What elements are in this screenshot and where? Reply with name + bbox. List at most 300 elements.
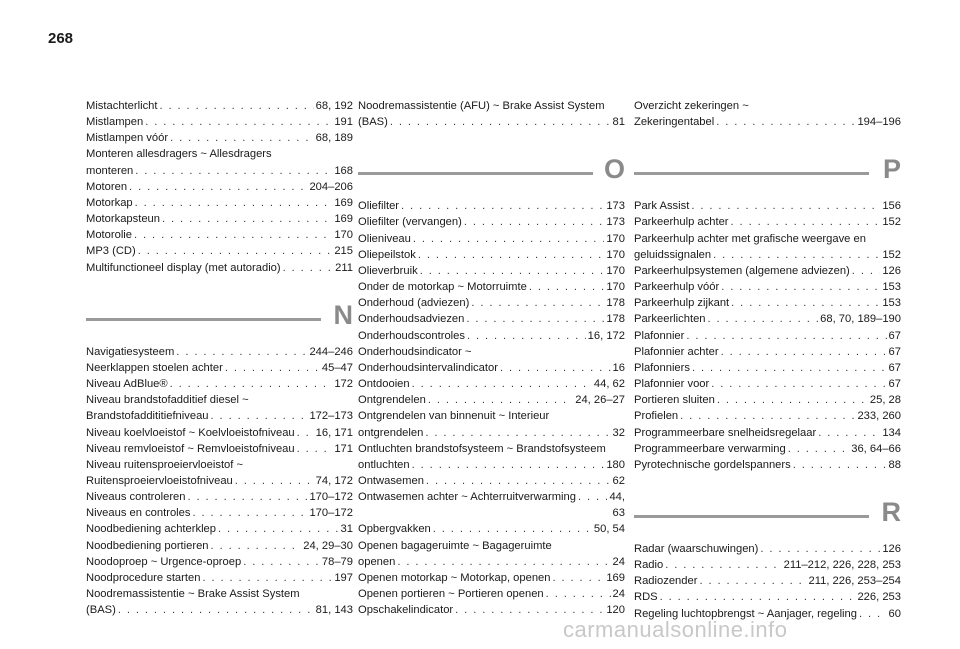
entry-page-ref: 180 <box>606 458 625 471</box>
index-entry <box>86 457 353 489</box>
index-entry <box>358 376 625 392</box>
index-entry <box>86 114 353 130</box>
entry-page-ref: 120 <box>606 604 625 617</box>
entry-term: Monteren allesdragers ~ Allesdragers <box>86 148 272 161</box>
entry-term: Ontwasemen <box>358 474 424 487</box>
entry-term: Parkeerhulp achter <box>634 216 729 229</box>
entry-page-ref: 233, 260 <box>857 410 901 423</box>
entry-term: Pyrotechnische gordelspanners <box>634 458 791 471</box>
entry-page-ref: 16, 172 <box>587 329 625 342</box>
entry-term: ontluchten <box>358 458 410 471</box>
entry-term: Plafonniers <box>634 361 690 374</box>
entry-line <box>86 408 353 424</box>
entry-line <box>358 279 625 295</box>
dot-leader <box>235 473 314 489</box>
dot-leader <box>170 130 314 146</box>
entry-term: Brandstofaddititiefniveau <box>86 410 209 423</box>
entry-line <box>358 473 625 489</box>
section-letter: N <box>333 299 353 330</box>
index-entry <box>634 425 901 441</box>
index-entry <box>634 328 901 344</box>
dot-leader <box>135 163 332 179</box>
entry-page-ref: 24, 26–27 <box>575 394 625 407</box>
entry-line <box>634 295 901 311</box>
dot-leader <box>665 557 781 573</box>
entry-term: Noodremassistentie (AFU) ~ Brake Assist System <box>358 100 605 112</box>
entry-page-ref: 81, 143 <box>315 604 353 617</box>
entry-term: Onderhoud (adviezen) <box>358 297 470 310</box>
dot-leader <box>500 360 611 376</box>
index-entry <box>358 231 625 247</box>
entry-page-ref: 24 <box>612 588 625 601</box>
entry-term: Olieverbruik <box>358 264 418 277</box>
index-entry <box>86 538 353 554</box>
entry-term: Motorkapsteun <box>86 213 161 226</box>
entry-term: Openen motorkap ~ Motorkap, openen <box>358 571 551 584</box>
entry-page-ref: 169 <box>606 571 625 584</box>
entry-term: (BAS) <box>86 604 116 617</box>
index-entry <box>634 295 901 311</box>
entry-line <box>358 602 625 618</box>
entry-term: Park Assist <box>634 200 690 213</box>
entry-line <box>634 408 901 424</box>
index-entry <box>634 392 901 408</box>
dot-leader <box>129 179 307 195</box>
entry-page-ref: 44, <box>609 491 625 504</box>
entry-page-ref: 152 <box>882 216 901 229</box>
entry-page-ref: 16, 171 <box>315 426 353 439</box>
entry-page-ref: 25, 28 <box>869 394 901 407</box>
dot-leader <box>412 457 605 473</box>
dot-leader <box>713 247 880 263</box>
entry-line <box>86 98 353 114</box>
entry-term: Niveau remvloeistof ~ Remvloeistofniveau <box>86 442 295 455</box>
entry-term: Radiozender <box>634 575 698 588</box>
entry-line <box>358 570 625 586</box>
entry-line <box>86 360 353 376</box>
entry-term: Noodbediening portieren <box>86 539 209 552</box>
entry-line <box>634 441 901 457</box>
index-entry <box>358 98 625 130</box>
entry-term: Onderhoudscontroles <box>358 329 465 342</box>
index-entry <box>86 521 353 537</box>
entry-term: Noodoproep ~ Urgence-oproep <box>86 555 242 568</box>
entry-line <box>634 198 901 214</box>
dot-leader <box>680 408 855 424</box>
dot-leader <box>413 231 604 247</box>
entry-line <box>86 505 353 521</box>
entry-term: Ontgrendelen <box>358 394 426 407</box>
entry-line <box>634 589 901 605</box>
entry-page-ref: 170 <box>606 232 625 245</box>
index-entry <box>358 279 625 295</box>
entry-term: Olieniveau <box>358 232 411 245</box>
entry-term: Programmeerbare snelheidsregelaar <box>634 426 817 439</box>
dot-leader <box>464 214 604 230</box>
index-entry <box>358 521 625 537</box>
entry-line <box>634 263 901 279</box>
entry-page-ref: 171 <box>334 442 353 455</box>
index-entry <box>358 602 625 618</box>
dot-leader <box>135 195 333 211</box>
entry-line <box>634 573 901 589</box>
dot-leader <box>859 606 887 622</box>
entry-term: Onderhoudsintervalindicator <box>358 361 498 374</box>
index-column-3 <box>634 98 901 622</box>
dot-leader <box>145 114 332 130</box>
entry-page-ref: 191 <box>334 116 353 129</box>
entry-line <box>634 114 901 130</box>
entry-line <box>86 473 353 489</box>
entry-page-ref: 168 <box>334 164 353 177</box>
entry-page-ref: 172 <box>334 378 353 391</box>
entry-term: Niveaus en controles <box>86 507 191 520</box>
entry-page-ref: 170 <box>606 264 625 277</box>
index-entry <box>86 425 353 441</box>
index-entry <box>358 489 625 521</box>
index-entry <box>634 541 901 557</box>
entry-page-ref: 211–212, 226, 228, 253 <box>783 559 901 572</box>
entry-line <box>86 554 353 570</box>
section-letter: R <box>881 496 901 527</box>
dot-leader <box>529 279 605 295</box>
watermark: carmanualsonline.info <box>563 617 788 642</box>
entry-term: Oliepeilstok <box>358 248 416 261</box>
entry-term: Zekeringentabel <box>634 116 715 129</box>
entry-page-ref: 126 <box>882 542 901 555</box>
section-header-p <box>634 156 901 186</box>
dot-leader <box>686 328 886 344</box>
dot-leader <box>760 541 880 557</box>
section-header-n <box>86 299 353 332</box>
entry-term: Niveaus controleren <box>86 491 186 504</box>
section-rule <box>634 515 869 518</box>
dot-leader <box>218 521 339 537</box>
entry-line <box>86 521 353 537</box>
dot-leader <box>692 360 887 376</box>
entry-line <box>358 214 625 230</box>
entry-line <box>358 521 625 537</box>
entry-page-ref: 170 <box>334 229 353 242</box>
dot-leader <box>297 425 314 441</box>
entry-term: Niveau koelvloeistof ~ Koelvloeistofniveau <box>86 426 295 439</box>
dot-leader <box>721 344 887 360</box>
index-entry <box>358 408 625 440</box>
index-entry <box>86 243 353 259</box>
entry-term: Radar (waarschuwingen) <box>634 542 759 555</box>
entry-page-ref-continued: 63 <box>612 507 625 520</box>
dot-leader <box>793 457 887 473</box>
dot-leader <box>397 554 610 570</box>
section-letter: P <box>882 154 901 185</box>
entry-line <box>86 538 353 554</box>
entry-term: Neerklappen stoelen achter <box>86 361 223 374</box>
entry-line <box>358 425 625 441</box>
entry-term: Profielen <box>634 410 679 423</box>
entry-line <box>86 425 353 441</box>
index-entry <box>86 505 353 521</box>
entry-term: openen <box>358 555 396 568</box>
dot-leader <box>418 247 605 263</box>
entry-term: geluidssignalen <box>634 248 712 261</box>
entry-page-ref: 170 <box>606 248 625 261</box>
index-entry <box>358 392 625 408</box>
entry-line <box>358 392 625 408</box>
entry-term: Onderhoudsindicator ~ <box>358 345 472 358</box>
entry-term: monteren <box>86 164 134 177</box>
dot-leader <box>297 441 333 457</box>
entry-term: Mistlampen <box>86 116 144 129</box>
entry-term: RDS <box>634 591 658 604</box>
entry-line <box>86 489 353 505</box>
entry-page-ref: 60 <box>888 607 901 620</box>
entry-page-ref: 211 <box>335 261 353 274</box>
entry-line <box>86 570 353 586</box>
dot-leader <box>660 589 856 605</box>
entry-term: Niveau AdBlue® <box>86 378 168 391</box>
index-entry <box>86 179 353 195</box>
entry-page-ref: 172–173 <box>309 410 353 423</box>
entry-page-ref: 153 <box>882 281 901 294</box>
dot-leader <box>691 198 880 214</box>
index-entry <box>634 214 901 230</box>
index-entry <box>634 360 901 376</box>
entry-line <box>634 344 901 360</box>
entry-term: Plafonnier <box>634 329 685 342</box>
entry-term: Onderhoudsadviezen <box>358 313 465 326</box>
index-column-2 <box>358 98 625 618</box>
entry-term: Ruitensproeiervloeistofniveau <box>86 474 233 487</box>
entry-line <box>358 328 625 344</box>
entry-page-ref: 36, 64–66 <box>851 442 901 455</box>
entry-line <box>86 163 353 179</box>
dot-leader <box>717 392 868 408</box>
index-entry <box>86 260 353 276</box>
dot-leader <box>721 279 880 295</box>
entry-line <box>634 360 901 376</box>
entry-line <box>358 114 625 130</box>
section-header-o <box>358 156 625 186</box>
entry-term: Ontwasemen achter ~ Achterruitverwarming <box>358 491 576 504</box>
entry-line <box>358 263 625 279</box>
entry-page-ref: 67 <box>888 345 901 358</box>
entry-term: Onder de motorkap ~ Motorruimte <box>358 281 527 294</box>
entry-line <box>634 328 901 344</box>
entry-term: Portieren sluiten <box>634 394 715 407</box>
index-entry <box>86 195 353 211</box>
entry-line <box>634 541 901 557</box>
dot-leader <box>412 376 592 392</box>
dot-leader <box>467 328 586 344</box>
entry-page-ref: 88 <box>888 458 901 471</box>
index-entry <box>358 263 625 279</box>
section-letter: O <box>603 154 625 185</box>
entry-term: Mistachterlicht <box>86 100 158 112</box>
entry-term: Ontdooien <box>358 378 410 391</box>
dot-leader <box>455 602 604 618</box>
entry-term: Opschakelindicator <box>358 604 454 617</box>
entry-term: Overzicht zekeringen ~ <box>634 100 749 112</box>
entry-page-ref: 45–47 <box>321 361 353 374</box>
entry-page-ref: 169 <box>334 213 353 226</box>
index-entry <box>86 344 353 360</box>
entry-page-ref: 67 <box>888 378 901 391</box>
dot-leader <box>711 376 886 392</box>
dot-leader <box>546 586 611 602</box>
entry-line <box>634 392 901 408</box>
dot-leader <box>211 408 308 424</box>
section-rule <box>634 172 869 175</box>
entry-term: Motorkap <box>86 196 133 209</box>
index-column-1 <box>86 98 353 618</box>
entry-page-ref: 153 <box>882 297 901 310</box>
entry-term: Noodbediening achterklep <box>86 523 216 536</box>
dot-leader <box>471 295 604 311</box>
entry-line <box>634 457 901 473</box>
entry-page-ref: 67 <box>888 361 901 374</box>
dot-leader <box>852 263 881 279</box>
entry-page-ref: 134 <box>882 426 901 439</box>
index-entry <box>86 98 353 114</box>
index-entry <box>634 344 901 360</box>
entry-term: Motorolie <box>86 229 133 242</box>
index-entry <box>358 473 625 489</box>
entry-line <box>358 586 625 602</box>
index-entry <box>358 247 625 263</box>
dot-leader <box>283 260 334 276</box>
entry-page-ref: 226, 253 <box>857 591 901 604</box>
dot-leader <box>731 214 881 230</box>
entry-line <box>86 227 353 243</box>
entry-term: Openen bagageruimte ~ Bagageruimte <box>358 539 552 552</box>
entry-term: Oliefilter (vervangen) <box>358 216 462 229</box>
entry-line <box>358 198 625 214</box>
entry-page-ref: 126 <box>882 264 901 277</box>
entry-line <box>634 376 901 392</box>
index-entry <box>634 589 901 605</box>
index-entry <box>86 146 353 178</box>
entry-term: Ontgrendelen van binnenuit ~ Interieur <box>358 410 550 423</box>
index-entry <box>86 586 353 618</box>
index-entry <box>358 344 625 376</box>
entry-line <box>86 211 353 227</box>
dot-leader <box>390 114 611 130</box>
index-entry <box>634 263 901 279</box>
entry-term: MP3 (CD) <box>86 245 136 258</box>
entry-page-ref: 194–196 <box>857 116 901 129</box>
entry-page-ref: 44, 62 <box>593 378 625 391</box>
index-entry <box>634 408 901 424</box>
index-entry <box>634 279 901 295</box>
index-entry <box>634 557 901 573</box>
entry-term: Parkeerlichten <box>634 313 706 326</box>
index-entry <box>358 214 625 230</box>
entry-page-ref: 178 <box>606 297 625 310</box>
entry-page-ref: 16 <box>612 361 625 374</box>
entry-term: Radio <box>634 559 664 572</box>
dot-leader <box>433 521 592 537</box>
dot-leader <box>202 570 332 586</box>
entry-line <box>634 279 901 295</box>
entry-term: Openen portieren ~ Portieren openen <box>358 588 544 601</box>
entry-line <box>358 295 625 311</box>
index-entry <box>358 328 625 344</box>
index-entry <box>86 441 353 457</box>
dot-leader <box>716 114 855 130</box>
entry-line <box>86 179 353 195</box>
entry-page-ref: 24, 29–30 <box>303 539 353 552</box>
dot-leader <box>160 98 314 114</box>
index-entry <box>358 311 625 327</box>
dot-leader <box>138 243 333 259</box>
entry-term: Plafonnier voor <box>634 378 710 391</box>
dot-leader <box>134 227 332 243</box>
dot-leader <box>401 198 604 214</box>
entry-term: Mistlampen vóór <box>86 132 169 145</box>
entry-term: Ontluchten brandstofsysteem ~ Brandstofsysteem <box>358 442 606 455</box>
entry-line <box>86 344 353 360</box>
dot-leader <box>192 505 307 521</box>
dot-leader <box>699 573 806 589</box>
entry-page-ref: 215 <box>334 245 353 258</box>
dot-leader <box>188 489 308 505</box>
entry-line <box>86 243 353 259</box>
entry-line <box>358 457 625 473</box>
entry-page-ref: 170–172 <box>309 507 353 520</box>
entry-line <box>86 195 353 211</box>
entry-page-ref: 244–246 <box>309 345 353 358</box>
entry-line <box>86 260 353 276</box>
entry-line <box>86 602 353 618</box>
dot-leader <box>176 344 307 360</box>
index-entry <box>86 227 353 243</box>
entry-term: Noodprocedure starten <box>86 571 201 584</box>
entry-page-ref: 78–79 <box>321 555 353 568</box>
entry-page-ref: 169 <box>334 196 353 209</box>
dot-leader <box>425 425 610 441</box>
entry-page-ref: 67 <box>888 329 901 342</box>
entry-line <box>358 360 625 376</box>
section-rule <box>86 318 321 321</box>
entry-page-ref: 62 <box>612 474 625 487</box>
dot-leader <box>225 360 320 376</box>
index-entry <box>634 441 901 457</box>
entry-term: Parkeerhulp achter met grafische weergave en <box>634 232 866 245</box>
entry-line <box>86 130 353 146</box>
index-entry <box>86 554 353 570</box>
entry-line <box>86 114 353 130</box>
index-entry <box>86 211 353 227</box>
entry-term: Noodremassistentie ~ Brake Assist System <box>86 588 300 601</box>
entry-page-ref: 31 <box>340 523 353 536</box>
entry-page-ref: 152 <box>882 248 901 261</box>
dot-leader <box>466 311 604 327</box>
entry-term: Motoren <box>86 180 128 193</box>
entry-page-ref: 156 <box>882 200 901 213</box>
section-rule <box>358 172 593 175</box>
dot-leader <box>170 376 333 392</box>
index-entry <box>86 360 353 376</box>
index-entry <box>358 295 625 311</box>
dot-leader <box>553 570 605 586</box>
entry-term: Opbergvakken <box>358 523 431 536</box>
entry-page-ref: 170–172 <box>309 491 353 504</box>
index-entry <box>86 392 353 424</box>
entry-term: Oliefilter <box>358 200 400 213</box>
index-entry <box>634 573 901 589</box>
entry-term: Niveau ruitensproeiervloeistof ~ <box>86 458 244 471</box>
entry-line <box>634 214 901 230</box>
